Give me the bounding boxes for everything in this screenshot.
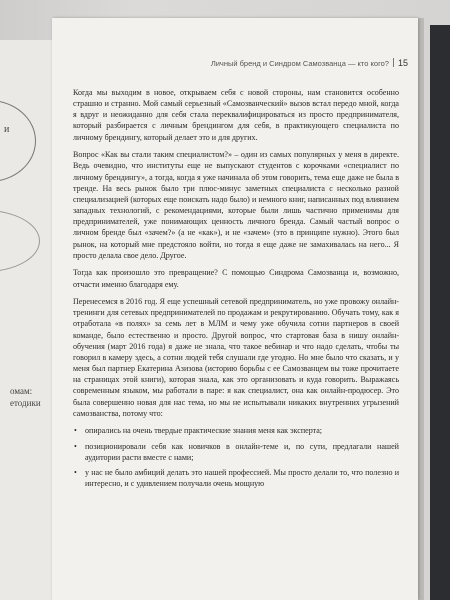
paragraph: Когда мы выходим в новое, открываем себя с новой стороны, нам становится особенно страшно и странно. Мой самый серьезный «Самозванческий» вызов встал передо мной, когда я вдруг и неожиданно для себя стала переквалифицироваться из просто предпринимателя, который разбирается с личным брендингом для себя, в практикующего специалиста по личному брендингу, который делает это и для других.	[73, 88, 399, 142]
book-page	[52, 18, 418, 600]
left-page-edge	[0, 40, 53, 600]
book-cover-edge	[430, 25, 450, 600]
header-separator	[393, 58, 394, 67]
bullet-item: • у нас не было амбиций делать это нашей профессией. Мы просто делали то, что полезно и интересно, и с удивлением получали очень мощную	[73, 467, 399, 489]
bullet-list	[73, 425, 399, 489]
page-body	[73, 87, 399, 493]
paragraph: Вопрос «Как вы стали таким специалистом?» – один из самых популярных у меня в директе. Ведь очевидно, что институты еще не выпускают студентов с корочками «специалист по личному брендингу», а тогда, когда я уже начинала об этом говорить, тема еще даже не была в тренде. На весь рынок было три плюс-минус заметных специалиста с несколько разной специализацией (которых еще поискать надо было) и немного книг, написанных под влиянием западных технологий, с рекомендациями, которые были лишь частично применимы для предпринимателей, уже понимающих ценность личного бренда. Самый частый вопрос о личном бренде был «зачем?» (а не «как»), и не «зачем» (это в принципе нужно). Этого был рынок, на который мне предстояло войти, но тогда я еще даже не замахивалась на него... Я просто делала свое дело. Другое.	[73, 150, 399, 260]
bullet-item: • опирались на очень твердые практические знания меня как эксперта;	[73, 425, 399, 436]
page-number: 15	[397, 58, 408, 68]
left-page-fragment: и	[4, 124, 10, 135]
left-page-fragment: етодики	[10, 398, 41, 408]
left-page-arc-decoration	[0, 210, 40, 272]
running-header	[52, 58, 408, 72]
running-title: Личный бренд и Синдром Самозванца — кто кого?	[210, 59, 389, 68]
paragraph: Тогда как произошло это превращение? С помощью Синдрома Самозванца и, возможно, отчасти именно благодаря ему.	[73, 268, 399, 289]
paragraph: Перенесемся в 2016 год. Я еще успешный сетевой предприниматель, но уже провожу онлайн-тренинги для сетевых предпринимателей по продажам и рекрутированию. Обучать тому, как я отработала «в полях» за семь лет в МЛМ и чему уже обучила сотни партнеров в своей команде, было естественно и просто. Другой вопрос, что стартовая база в нишу онлайн-обучения (март 2016 года) я даже не знала, что такое вебинар и что надо сделать, чтобы ты говорил в камеру здесь, а сотни людей тебя слушали где угодно. Но мне было что сказать, и у меня был партнер Екатерина Азизова (историю борьбы с ее Самозванцем вы тоже прочитаете на страницах этой книги), которая знала, как это организовать и куда говорить. Выражаясь современным языком, мы работали в паре: я как специалист, она как онлайн-продюсер. Это была совершенно новая для нас тема, но мы не испытывали никаких внутренних угрызений самозванства, потому что:	[73, 297, 399, 418]
bullet-item: • позиционировали себя как новичков в онлайн-теме и, по сути, предлагали нашей аудитории расти вместе с нами;	[73, 441, 399, 463]
left-page-arc-decoration	[0, 100, 36, 182]
page-stack-edge	[418, 18, 424, 600]
left-page-fragment: омам:	[10, 386, 33, 396]
